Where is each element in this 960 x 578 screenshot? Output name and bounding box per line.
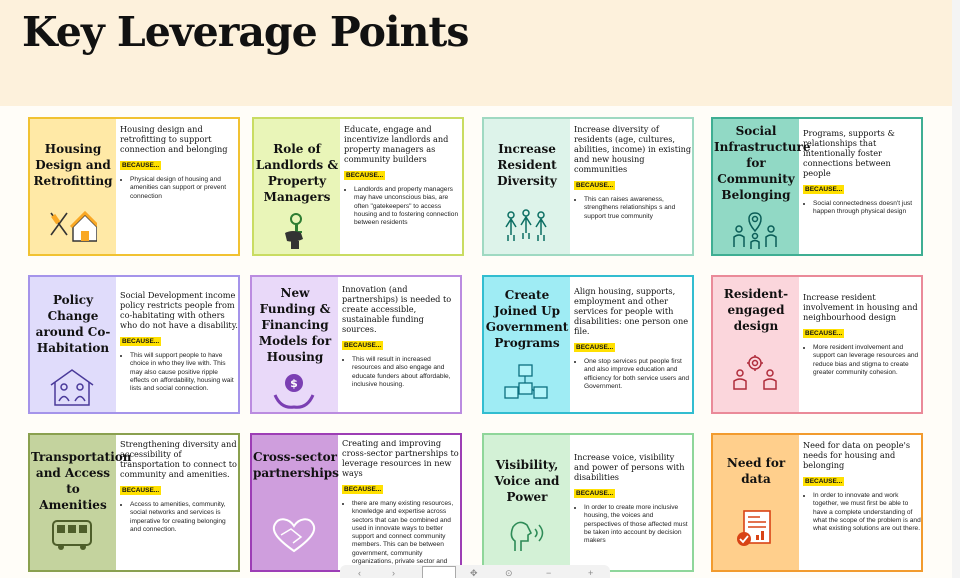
card-description: Increase diversity of residents (age, cultures, abilities, income) in existing and new housing communities (574, 124, 692, 174)
card-description: Programs, supports & relationships that intentionally foster connections between people (803, 128, 895, 178)
card-bullet: • In order to create more inclusive housing, the voices and perspectives of those affected must be taken into account by decision makers (584, 504, 692, 545)
card-title: Cross-sector partnerships (253, 450, 339, 480)
card-body (344, 124, 462, 252)
card-body (342, 440, 460, 568)
page-title: Key Leverage Points (22, 8, 469, 56)
card-housing-design[interactable] (28, 117, 240, 256)
because-label: BECAUSE... (344, 342, 382, 349)
card-body (803, 440, 921, 568)
card-bullet: • Physical design of housing and amenities can support or prevent connection (130, 176, 238, 201)
card-joined-government[interactable] (482, 275, 694, 414)
card-bullet: • In order to innovate and work together, we must first be able to have a complete understanding of what the scope of the problem is and what existing solutions are out there. (813, 492, 921, 533)
because-label: BECAUSE... (122, 162, 160, 169)
voice-icon (501, 515, 551, 555)
diverse-people-icon (501, 205, 551, 245)
card-title: Create Joined Up Government Programs (485, 288, 569, 350)
card-left-panel (252, 435, 338, 570)
card-bullet: • Social connectedness doesn't just happen through physical design (813, 200, 921, 217)
card-description: Innovation (and partnerships) is needed to create accessible, sustainable funding sources. (342, 284, 452, 334)
card-body (803, 124, 921, 252)
card-bullet: • One stop services put people first and also improve education and efficiency for both service users and Government. (584, 358, 692, 391)
card-title: Transportation and Access to Amenities (31, 450, 132, 512)
house-tools-icon (47, 205, 97, 245)
card-transportation[interactable] (28, 433, 240, 572)
card-description: Increase resident involvement in housing and neighbourhood design (803, 292, 918, 322)
card-title: Role of Landlords & Property Managers (255, 142, 339, 204)
data-report-icon (730, 509, 780, 549)
card-description: Need for data on people's needs for housing and belonging (803, 440, 911, 470)
card-bullet: • Landlords and property managers may have unconscious bias, are often "gatekeepers" to access housing and to fostering connection between residents (354, 186, 462, 227)
because-label: BECAUSE... (344, 486, 382, 493)
card-description: Increase voice, visibility and power of persons with disabilities (574, 452, 685, 482)
bus-icon (47, 515, 97, 555)
connected-cubes-icon (501, 363, 551, 403)
because-label: BECAUSE... (122, 338, 160, 345)
card-cross-sector[interactable] (250, 433, 462, 572)
card-body (120, 282, 238, 410)
because-label: BECAUSE... (122, 487, 160, 494)
zoom-out-button[interactable]: − (546, 568, 552, 578)
card-bullet: • More resident involvement and support can leverage resources and reduce bias and stigma to create greater community cohesion. (813, 344, 921, 377)
card-body (574, 124, 692, 252)
card-body (120, 124, 238, 252)
card-bullet: • This will result in increased resources and also engage and educate funders about affordable, inclusive housing. (352, 356, 460, 389)
because-label: BECAUSE... (576, 490, 614, 497)
card-bullet: • This will support people to have choice in who they live with. This may also cause positive ripple effects on affordability, housing wait lists and social connection. (130, 352, 238, 393)
card-resident-diversity[interactable] (482, 117, 694, 256)
card-description: Creating and improving cross-sector partnerships to leverage resources in new ways (342, 440, 459, 478)
card-title: Social Infrastructure for Community Belonging (714, 124, 811, 202)
card-body (574, 282, 692, 410)
heart-handshake-icon (269, 515, 319, 555)
hand-key-icon (271, 211, 321, 251)
card-body (342, 282, 460, 410)
page-selector[interactable] (422, 566, 456, 578)
card-title: Need for data (726, 456, 786, 486)
because-label: BECAUSE... (346, 172, 384, 179)
next-page-button[interactable]: › (392, 568, 395, 578)
card-left-panel (713, 435, 799, 570)
card-body (574, 440, 692, 568)
card-title: Resident-engaged design (723, 287, 789, 333)
card-left-panel (30, 277, 116, 412)
card-left-panel (484, 277, 570, 412)
card-funding-models[interactable] (250, 275, 462, 414)
card-title: Increase Resident Diversity (497, 142, 557, 188)
card-left-panel (484, 435, 570, 570)
people-gear-icon (730, 353, 780, 393)
card-left-panel (30, 119, 116, 254)
card-visibility-voice[interactable] (482, 433, 694, 572)
card-left-panel (30, 435, 132, 570)
card-policy-change[interactable] (28, 275, 240, 414)
fit-view-icon[interactable]: ✥ (470, 568, 478, 578)
because-label: BECAUSE... (805, 186, 843, 193)
card-left-panel (254, 119, 340, 254)
card-left-panel (713, 119, 811, 254)
hands-money-icon (269, 371, 319, 411)
card-title: Housing Design and Retrofitting (33, 142, 113, 188)
card-landlords[interactable] (252, 117, 464, 256)
zoom-in-button[interactable]: + (588, 568, 594, 578)
card-title: New Funding & Financing Models for Housing (258, 286, 332, 364)
because-label: BECAUSE... (576, 344, 614, 351)
card-bullet: • Access to amenities, community, social networks and services is imperative for creating belonging and connection. (130, 501, 238, 534)
card-description: Educate, engage and incentivize landlords and property managers as community builders (344, 124, 449, 164)
card-left-panel (484, 119, 570, 254)
header-banner (0, 0, 952, 106)
card-description: Housing design and retrofitting to support connection and belonging (120, 124, 228, 154)
card-bullet: • there are many existing resources, knowledge and expertise across sectors that can be combined and used in innovate ways to better support and connect community members. This can be between government, community organizations, private sector and (352, 500, 460, 566)
community-location-icon (730, 211, 780, 251)
card-resident-design[interactable] (711, 275, 923, 414)
card-social-infrastructure[interactable] (711, 117, 923, 256)
card-need-for-data[interactable] (711, 433, 923, 572)
svg-text:$: $ (290, 377, 298, 390)
because-label: BECAUSE... (805, 330, 843, 337)
because-label: BECAUSE... (576, 182, 614, 189)
card-body (120, 440, 238, 568)
card-bullet: • This can raises awareness, strengthens relationships s and support true community (584, 196, 692, 221)
scrollbar-track[interactable] (952, 0, 960, 578)
card-description: Social Development income policy restricts people from co-habitating with others who do not have a disability. (120, 290, 238, 330)
card-left-panel (713, 277, 799, 412)
card-description: Align housing, supports, employment and other services for people with disabilities: one person one file. (574, 286, 689, 336)
card-title: Policy Change around Co-Habitation (35, 293, 111, 355)
viewer-toolbar (340, 565, 610, 578)
card-title: Visibility, Voice and Power (494, 458, 560, 504)
prev-page-button[interactable]: ‹ (358, 568, 361, 578)
house-people-icon (47, 367, 97, 407)
zoom-reset-icon[interactable]: ⊙ (505, 568, 513, 578)
card-description: Strengthening diversity and accessibility of transportation to connect to community and amenities. (120, 440, 237, 479)
card-left-panel (252, 277, 338, 412)
because-label: BECAUSE... (805, 478, 843, 485)
card-body (803, 282, 921, 410)
